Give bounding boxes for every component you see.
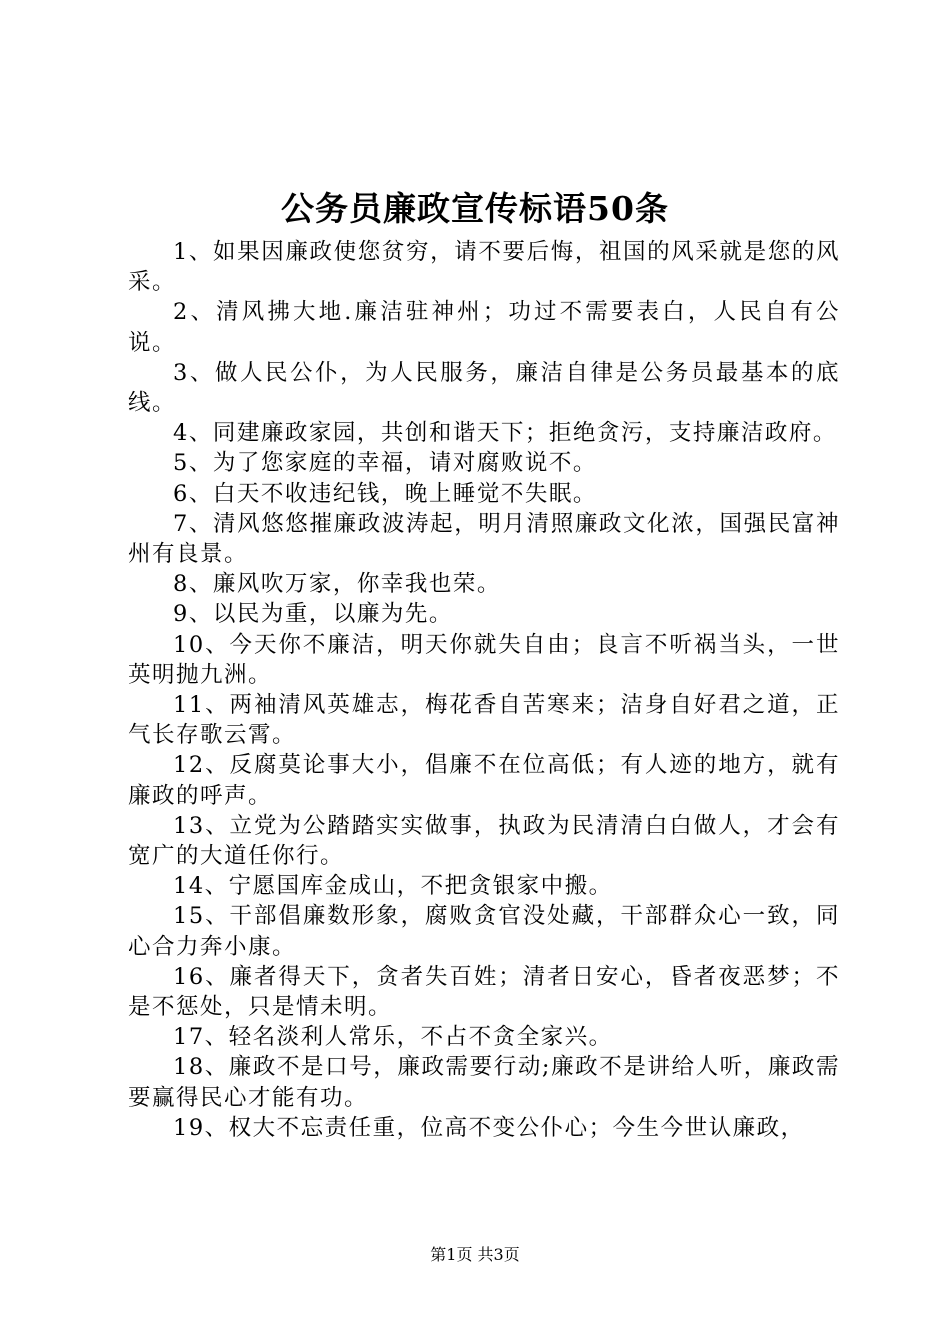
slogan-item: 6、白天不收违纪钱，晚上睡觉不失眠。 xyxy=(173,480,597,507)
slogan-item: 16、廉者得天下，贪者失百姓；清者日安心，昏者夜恶梦；不是不惩处，只是情未明。 xyxy=(128,963,840,1021)
slogan-item: 14、宁愿国库金成山，不把贪银家中搬。 xyxy=(173,873,613,900)
slogan-item: 4、同建廉政家园，共创和谐天下；拒绝贪污，支持廉洁政府。 xyxy=(173,420,837,447)
slogan-list xyxy=(128,237,840,1143)
slogan-item: 13、立党为公踏踏实实做事，执政为民清清白白做人，才会有宽广的大道任你行。 xyxy=(128,812,840,870)
slogan-item: 1、如果因廉政使您贫穷，请不要后悔，祖国的风采就是您的风采。 xyxy=(128,239,840,296)
slogan-item: 10、今天你不廉洁，明天你就失自由；良言不听祸当头，一世英明抛九洲。 xyxy=(128,631,840,688)
slogan-item: 17、轻名淡利人常乐，不占不贪全家兴。 xyxy=(173,1024,613,1051)
page-footer: 第1页 共3页 xyxy=(430,1245,520,1264)
slogan-item: 2、清风拂大地.廉洁驻神州；功过不需要表白，人民自有公说。 xyxy=(128,299,840,356)
slogan-item: 5、为了您家庭的幸福，请对腐败说不。 xyxy=(173,450,597,477)
slogan-item: 12、反腐莫论事大小，倡廉不在位高低；有人迹的地方，就有廉政的呼声。 xyxy=(128,752,840,809)
slogan-item: 11、两袖清风英雄志，梅花香自苦寒来；洁身自好君之道，正气长存歌云霄。 xyxy=(128,692,840,749)
slogan-item: 19、权大不忘责任重，位高不变公仆心；今生今世认廉政， xyxy=(173,1114,805,1141)
slogan-item: 18、廉政不是口号，廉政需要行动;廉政不是讲给人听，廉政需要赢得民心才能有功。 xyxy=(128,1054,840,1111)
slogan-item: 3、做人民公仆，为人民服务，廉洁自律是公务员最基本的底线。 xyxy=(128,359,840,417)
slogan-item: 9、以民为重，以廉为先。 xyxy=(173,601,453,628)
slogan-item: 7、清风悠悠摧廉政波涛起，明月清照廉政文化浓，国强民富神州有良景。 xyxy=(128,510,840,568)
document-title: 公务员廉政宣传标语50条 xyxy=(281,189,669,228)
slogan-item: 15、干部倡廉数形象，腐败贪官没处藏，干部群众心一致，同心合力奔小康。 xyxy=(128,903,840,960)
slogan-item: 8、廉风吹万家，你幸我也荣。 xyxy=(173,571,501,598)
